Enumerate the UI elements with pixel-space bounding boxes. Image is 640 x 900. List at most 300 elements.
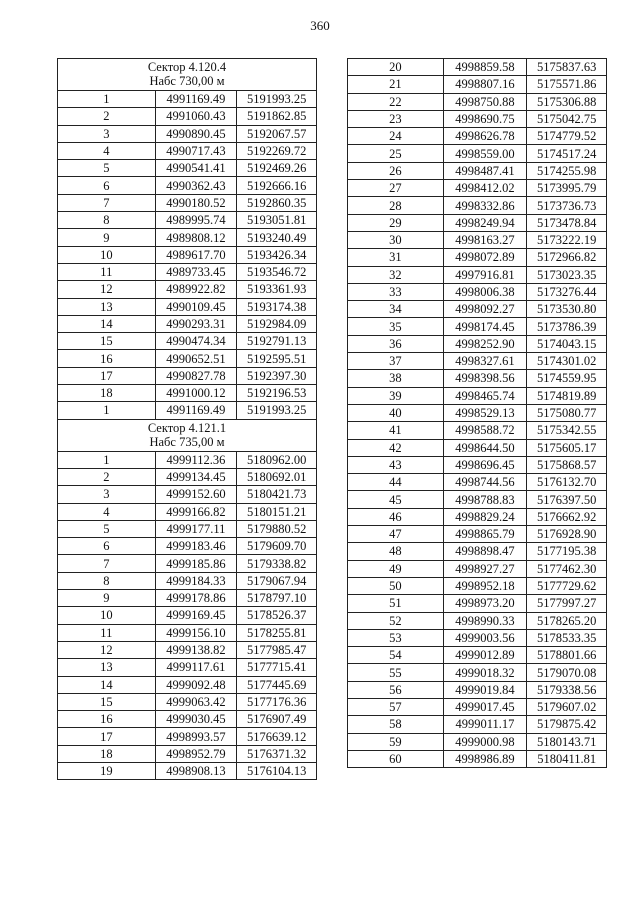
x-coordinate-cell: 4998327.61 bbox=[443, 353, 527, 370]
y-coordinate-cell: 5178265.20 bbox=[527, 612, 607, 629]
sector-header-row bbox=[58, 59, 317, 91]
x-coordinate-cell: 4998006.38 bbox=[443, 283, 527, 300]
table-row bbox=[348, 629, 607, 646]
point-number-cell: 32 bbox=[348, 266, 444, 283]
left-coordinates-table bbox=[57, 58, 317, 780]
point-number-cell: 59 bbox=[348, 733, 444, 750]
x-coordinate-cell: 4989733.45 bbox=[155, 263, 237, 280]
point-number-cell: 11 bbox=[58, 624, 156, 641]
table-row bbox=[348, 404, 607, 421]
table-row bbox=[58, 142, 317, 159]
point-number-cell: 15 bbox=[58, 333, 156, 350]
y-coordinate-cell: 5174517.24 bbox=[527, 145, 607, 162]
point-number-cell: 9 bbox=[58, 590, 156, 607]
point-number-cell: 31 bbox=[348, 249, 444, 266]
point-number-cell: 8 bbox=[58, 212, 156, 229]
point-number-cell: 4 bbox=[58, 142, 156, 159]
y-coordinate-cell: 5179070.08 bbox=[527, 664, 607, 681]
table-row bbox=[348, 266, 607, 283]
table-row bbox=[58, 246, 317, 263]
x-coordinate-cell: 4998807.16 bbox=[443, 76, 527, 93]
y-coordinate-cell: 5175605.17 bbox=[527, 439, 607, 456]
point-number-cell: 12 bbox=[58, 281, 156, 298]
right-coordinates-table bbox=[347, 58, 607, 768]
point-number-cell: 9 bbox=[58, 229, 156, 246]
point-number-cell: 13 bbox=[58, 659, 156, 676]
table-row bbox=[348, 474, 607, 491]
table-row bbox=[58, 125, 317, 142]
y-coordinate-cell: 5176662.92 bbox=[527, 508, 607, 525]
point-number-cell: 5 bbox=[58, 520, 156, 537]
x-coordinate-cell: 4990109.45 bbox=[155, 298, 237, 315]
table-row bbox=[348, 110, 607, 127]
x-coordinate-cell: 4989617.70 bbox=[155, 246, 237, 263]
table-row bbox=[58, 762, 317, 779]
y-coordinate-cell: 5180143.71 bbox=[527, 733, 607, 750]
point-number-cell: 1 bbox=[58, 402, 156, 419]
x-coordinate-cell: 4990890.45 bbox=[155, 125, 237, 142]
point-number-cell: 57 bbox=[348, 698, 444, 715]
x-coordinate-cell: 4991169.49 bbox=[155, 91, 237, 108]
y-coordinate-cell: 5193546.72 bbox=[237, 263, 317, 280]
point-number-cell: 34 bbox=[348, 301, 444, 318]
point-number-cell: 21 bbox=[348, 76, 444, 93]
table-row bbox=[58, 367, 317, 384]
point-number-cell: 60 bbox=[348, 750, 444, 767]
point-number-cell: 41 bbox=[348, 422, 444, 439]
x-coordinate-cell: 4999000.98 bbox=[443, 733, 527, 750]
x-coordinate-cell: 4998163.27 bbox=[443, 231, 527, 248]
table-row bbox=[58, 590, 317, 607]
point-number-cell: 3 bbox=[58, 125, 156, 142]
table-row bbox=[348, 595, 607, 612]
point-number-cell: 55 bbox=[348, 664, 444, 681]
y-coordinate-cell: 5179875.42 bbox=[527, 716, 607, 733]
table-row bbox=[58, 676, 317, 693]
table-row bbox=[58, 538, 317, 555]
x-coordinate-cell: 4999117.61 bbox=[155, 659, 237, 676]
y-coordinate-cell: 5173995.79 bbox=[527, 180, 607, 197]
x-coordinate-cell: 4998559.00 bbox=[443, 145, 527, 162]
x-coordinate-cell: 4990362.43 bbox=[155, 177, 237, 194]
y-coordinate-cell: 5177176.36 bbox=[237, 693, 317, 710]
table-row bbox=[348, 370, 607, 387]
point-number-cell: 26 bbox=[348, 162, 444, 179]
y-coordinate-cell: 5176928.90 bbox=[527, 526, 607, 543]
y-coordinate-cell: 5178255.81 bbox=[237, 624, 317, 641]
point-number-cell: 2 bbox=[58, 108, 156, 125]
point-number-cell: 52 bbox=[348, 612, 444, 629]
x-coordinate-cell: 4998952.79 bbox=[155, 745, 237, 762]
x-coordinate-cell: 4999184.33 bbox=[155, 572, 237, 589]
table-row bbox=[348, 543, 607, 560]
y-coordinate-cell: 5176132.70 bbox=[527, 474, 607, 491]
y-coordinate-cell: 5178533.35 bbox=[527, 629, 607, 646]
table-row bbox=[348, 301, 607, 318]
x-coordinate-cell: 4990541.41 bbox=[155, 160, 237, 177]
point-number-cell: 25 bbox=[348, 145, 444, 162]
table-row bbox=[58, 624, 317, 641]
x-coordinate-cell: 4998588.72 bbox=[443, 422, 527, 439]
x-coordinate-cell: 4998744.56 bbox=[443, 474, 527, 491]
sector-title: Сектор 4.120.4 bbox=[147, 60, 227, 74]
x-coordinate-cell: 4998174.45 bbox=[443, 318, 527, 335]
x-coordinate-cell: 4998750.88 bbox=[443, 93, 527, 110]
x-coordinate-cell: 4998529.13 bbox=[443, 404, 527, 421]
y-coordinate-cell: 5180692.01 bbox=[237, 468, 317, 485]
table-row bbox=[348, 197, 607, 214]
table-row bbox=[58, 350, 317, 367]
y-coordinate-cell: 5192666.16 bbox=[237, 177, 317, 194]
y-coordinate-cell: 5180421.73 bbox=[237, 486, 317, 503]
x-coordinate-cell: 4989995.74 bbox=[155, 212, 237, 229]
table-row bbox=[58, 486, 317, 503]
table-row bbox=[58, 108, 317, 125]
x-coordinate-cell: 4999138.82 bbox=[155, 641, 237, 658]
y-coordinate-cell: 5176907.49 bbox=[237, 711, 317, 728]
x-coordinate-cell: 4998859.58 bbox=[443, 59, 527, 76]
table-row bbox=[58, 745, 317, 762]
y-coordinate-cell: 5192860.35 bbox=[237, 194, 317, 211]
x-coordinate-cell: 4998696.45 bbox=[443, 456, 527, 473]
y-coordinate-cell: 5178797.10 bbox=[237, 590, 317, 607]
table-row bbox=[348, 249, 607, 266]
x-coordinate-cell: 4999178.86 bbox=[155, 590, 237, 607]
y-coordinate-cell: 5193051.81 bbox=[237, 212, 317, 229]
x-coordinate-cell: 4999017.45 bbox=[443, 698, 527, 715]
x-coordinate-cell: 4998412.02 bbox=[443, 180, 527, 197]
x-coordinate-cell: 4989922.82 bbox=[155, 281, 237, 298]
point-number-cell: 23 bbox=[348, 110, 444, 127]
table-row bbox=[348, 93, 607, 110]
table-row bbox=[348, 508, 607, 525]
x-coordinate-cell: 4998788.83 bbox=[443, 491, 527, 508]
table-row bbox=[58, 229, 317, 246]
x-coordinate-cell: 4997916.81 bbox=[443, 266, 527, 283]
table-row bbox=[58, 194, 317, 211]
y-coordinate-cell: 5177985.47 bbox=[237, 641, 317, 658]
table-row bbox=[58, 160, 317, 177]
point-number-cell: 24 bbox=[348, 128, 444, 145]
y-coordinate-cell: 5173530.80 bbox=[527, 301, 607, 318]
point-number-cell: 10 bbox=[58, 607, 156, 624]
table-row bbox=[348, 162, 607, 179]
x-coordinate-cell: 4998690.75 bbox=[443, 110, 527, 127]
x-coordinate-cell: 4999169.45 bbox=[155, 607, 237, 624]
point-number-cell: 53 bbox=[348, 629, 444, 646]
x-coordinate-cell: 4999156.10 bbox=[155, 624, 237, 641]
y-coordinate-cell: 5179609.70 bbox=[237, 538, 317, 555]
sector-header bbox=[58, 419, 317, 451]
point-number-cell: 4 bbox=[58, 503, 156, 520]
x-coordinate-cell: 4999177.11 bbox=[155, 520, 237, 537]
point-number-cell: 18 bbox=[58, 385, 156, 402]
table-row bbox=[348, 526, 607, 543]
point-number-cell: 45 bbox=[348, 491, 444, 508]
x-coordinate-cell: 4998908.13 bbox=[155, 762, 237, 779]
y-coordinate-cell: 5191993.25 bbox=[237, 91, 317, 108]
point-number-cell: 46 bbox=[348, 508, 444, 525]
y-coordinate-cell: 5192067.57 bbox=[237, 125, 317, 142]
point-number-cell: 48 bbox=[348, 543, 444, 560]
point-number-cell: 19 bbox=[58, 762, 156, 779]
table-row bbox=[348, 180, 607, 197]
x-coordinate-cell: 4990652.51 bbox=[155, 350, 237, 367]
x-coordinate-cell: 4990474.34 bbox=[155, 333, 237, 350]
table-row bbox=[348, 335, 607, 352]
point-number-cell: 14 bbox=[58, 676, 156, 693]
y-coordinate-cell: 5178801.66 bbox=[527, 647, 607, 664]
point-number-cell: 7 bbox=[58, 555, 156, 572]
point-number-cell: 36 bbox=[348, 335, 444, 352]
y-coordinate-cell: 5192397.30 bbox=[237, 367, 317, 384]
x-coordinate-cell: 4990180.52 bbox=[155, 194, 237, 211]
y-coordinate-cell: 5179067.94 bbox=[237, 572, 317, 589]
point-number-cell: 56 bbox=[348, 681, 444, 698]
table-row bbox=[58, 177, 317, 194]
sector-elevation: Набс 735,00 м bbox=[149, 434, 225, 449]
y-coordinate-cell: 5191862.85 bbox=[237, 108, 317, 125]
x-coordinate-cell: 4999012.89 bbox=[443, 647, 527, 664]
x-coordinate-cell: 4998865.79 bbox=[443, 526, 527, 543]
point-number-cell: 43 bbox=[348, 456, 444, 473]
table-row bbox=[348, 716, 607, 733]
y-coordinate-cell: 5177997.27 bbox=[527, 595, 607, 612]
table-row bbox=[58, 451, 317, 468]
table-row bbox=[348, 681, 607, 698]
sector-header bbox=[58, 59, 317, 91]
y-coordinate-cell: 5173276.44 bbox=[527, 283, 607, 300]
page-number: 360 bbox=[310, 18, 330, 33]
point-number-cell: 7 bbox=[58, 194, 156, 211]
x-coordinate-cell: 4999018.32 bbox=[443, 664, 527, 681]
point-number-cell: 10 bbox=[58, 246, 156, 263]
point-number-cell: 40 bbox=[348, 404, 444, 421]
point-number-cell: 8 bbox=[58, 572, 156, 589]
x-coordinate-cell: 4998973.20 bbox=[443, 595, 527, 612]
y-coordinate-cell: 5175306.88 bbox=[527, 93, 607, 110]
y-coordinate-cell: 5179338.56 bbox=[527, 681, 607, 698]
table-row bbox=[348, 353, 607, 370]
table-row bbox=[58, 503, 317, 520]
table-row bbox=[58, 728, 317, 745]
y-coordinate-cell: 5177445.69 bbox=[237, 676, 317, 693]
point-number-cell: 13 bbox=[58, 298, 156, 315]
table-row bbox=[58, 607, 317, 624]
x-coordinate-cell: 4999092.48 bbox=[155, 676, 237, 693]
table-row bbox=[58, 263, 317, 280]
y-coordinate-cell: 5192469.26 bbox=[237, 160, 317, 177]
y-coordinate-cell: 5173736.73 bbox=[527, 197, 607, 214]
table-row bbox=[58, 520, 317, 537]
point-number-cell: 17 bbox=[58, 367, 156, 384]
y-coordinate-cell: 5192984.09 bbox=[237, 315, 317, 332]
point-number-cell: 11 bbox=[58, 263, 156, 280]
y-coordinate-cell: 5193361.93 bbox=[237, 281, 317, 298]
table-row bbox=[58, 281, 317, 298]
x-coordinate-cell: 4991169.49 bbox=[155, 402, 237, 419]
y-coordinate-cell: 5178526.37 bbox=[237, 607, 317, 624]
x-coordinate-cell: 4990717.43 bbox=[155, 142, 237, 159]
y-coordinate-cell: 5174043.15 bbox=[527, 335, 607, 352]
x-coordinate-cell: 4998398.56 bbox=[443, 370, 527, 387]
point-number-cell: 16 bbox=[58, 350, 156, 367]
point-number-cell: 15 bbox=[58, 693, 156, 710]
y-coordinate-cell: 5174819.89 bbox=[527, 387, 607, 404]
y-coordinate-cell: 5177195.38 bbox=[527, 543, 607, 560]
table-row bbox=[58, 693, 317, 710]
y-coordinate-cell: 5193240.49 bbox=[237, 229, 317, 246]
y-coordinate-cell: 5180411.81 bbox=[527, 750, 607, 767]
y-coordinate-cell: 5173023.35 bbox=[527, 266, 607, 283]
table-row bbox=[58, 402, 317, 419]
x-coordinate-cell: 4998898.47 bbox=[443, 543, 527, 560]
x-coordinate-cell: 4998927.27 bbox=[443, 560, 527, 577]
point-number-cell: 35 bbox=[348, 318, 444, 335]
y-coordinate-cell: 5173478.84 bbox=[527, 214, 607, 231]
y-coordinate-cell: 5174559.95 bbox=[527, 370, 607, 387]
x-coordinate-cell: 4990293.31 bbox=[155, 315, 237, 332]
y-coordinate-cell: 5177462.30 bbox=[527, 560, 607, 577]
table-row bbox=[58, 468, 317, 485]
x-coordinate-cell: 4999185.86 bbox=[155, 555, 237, 572]
y-coordinate-cell: 5172966.82 bbox=[527, 249, 607, 266]
y-coordinate-cell: 5177729.62 bbox=[527, 577, 607, 594]
table-row bbox=[348, 422, 607, 439]
point-number-cell: 17 bbox=[58, 728, 156, 745]
y-coordinate-cell: 5175837.63 bbox=[527, 59, 607, 76]
x-coordinate-cell: 4998986.89 bbox=[443, 750, 527, 767]
x-coordinate-cell: 4998252.90 bbox=[443, 335, 527, 352]
point-number-cell: 58 bbox=[348, 716, 444, 733]
point-number-cell: 51 bbox=[348, 595, 444, 612]
y-coordinate-cell: 5179338.82 bbox=[237, 555, 317, 572]
point-number-cell: 50 bbox=[348, 577, 444, 594]
point-number-cell: 16 bbox=[58, 711, 156, 728]
point-number-cell: 1 bbox=[58, 451, 156, 468]
y-coordinate-cell: 5192269.72 bbox=[237, 142, 317, 159]
point-number-cell: 6 bbox=[58, 177, 156, 194]
table-row bbox=[348, 733, 607, 750]
x-coordinate-cell: 4998465.74 bbox=[443, 387, 527, 404]
table-row bbox=[348, 698, 607, 715]
table-row bbox=[58, 659, 317, 676]
table-row bbox=[58, 641, 317, 658]
point-number-cell: 42 bbox=[348, 439, 444, 456]
point-number-cell: 28 bbox=[348, 197, 444, 214]
x-coordinate-cell: 4998644.50 bbox=[443, 439, 527, 456]
y-coordinate-cell: 5176397.50 bbox=[527, 491, 607, 508]
table-row bbox=[348, 577, 607, 594]
table-row bbox=[348, 128, 607, 145]
table-row bbox=[348, 560, 607, 577]
y-coordinate-cell: 5179880.52 bbox=[237, 520, 317, 537]
y-coordinate-cell: 5179607.02 bbox=[527, 698, 607, 715]
point-number-cell: 44 bbox=[348, 474, 444, 491]
table-row bbox=[348, 456, 607, 473]
point-number-cell: 33 bbox=[348, 283, 444, 300]
table-row bbox=[58, 711, 317, 728]
x-coordinate-cell: 4998626.78 bbox=[443, 128, 527, 145]
x-coordinate-cell: 4998990.33 bbox=[443, 612, 527, 629]
x-coordinate-cell: 4999019.84 bbox=[443, 681, 527, 698]
x-coordinate-cell: 4991060.43 bbox=[155, 108, 237, 125]
y-coordinate-cell: 5192595.51 bbox=[237, 350, 317, 367]
table-row bbox=[58, 385, 317, 402]
table-row bbox=[348, 491, 607, 508]
table-row bbox=[348, 612, 607, 629]
y-coordinate-cell: 5175868.57 bbox=[527, 456, 607, 473]
x-coordinate-cell: 4998072.89 bbox=[443, 249, 527, 266]
y-coordinate-cell: 5173222.19 bbox=[527, 231, 607, 248]
point-number-cell: 2 bbox=[58, 468, 156, 485]
table-row bbox=[58, 555, 317, 572]
point-number-cell: 38 bbox=[348, 370, 444, 387]
x-coordinate-cell: 4991000.12 bbox=[155, 385, 237, 402]
x-coordinate-cell: 4999134.45 bbox=[155, 468, 237, 485]
y-coordinate-cell: 5175342.55 bbox=[527, 422, 607, 439]
y-coordinate-cell: 5176371.32 bbox=[237, 745, 317, 762]
table-row bbox=[58, 212, 317, 229]
x-coordinate-cell: 4999011.17 bbox=[443, 716, 527, 733]
table-row bbox=[348, 145, 607, 162]
point-number-cell: 22 bbox=[348, 93, 444, 110]
table-row bbox=[348, 283, 607, 300]
sector-elevation: Набс 730,00 м bbox=[149, 74, 225, 88]
y-coordinate-cell: 5173786.39 bbox=[527, 318, 607, 335]
x-coordinate-cell: 4999166.82 bbox=[155, 503, 237, 520]
x-coordinate-cell: 4998487.41 bbox=[443, 162, 527, 179]
y-coordinate-cell: 5175080.77 bbox=[527, 404, 607, 421]
x-coordinate-cell: 4998092.27 bbox=[443, 301, 527, 318]
x-coordinate-cell: 4999063.42 bbox=[155, 693, 237, 710]
y-coordinate-cell: 5191993.25 bbox=[237, 402, 317, 419]
x-coordinate-cell: 4999183.46 bbox=[155, 538, 237, 555]
y-coordinate-cell: 5193426.34 bbox=[237, 246, 317, 263]
table-row bbox=[58, 333, 317, 350]
point-number-cell: 5 bbox=[58, 160, 156, 177]
table-row bbox=[58, 298, 317, 315]
point-number-cell: 54 bbox=[348, 647, 444, 664]
point-number-cell: 39 bbox=[348, 387, 444, 404]
point-number-cell: 12 bbox=[58, 641, 156, 658]
table-row bbox=[58, 572, 317, 589]
y-coordinate-cell: 5192196.53 bbox=[237, 385, 317, 402]
point-number-cell: 1 bbox=[58, 91, 156, 108]
y-coordinate-cell: 5175042.75 bbox=[527, 110, 607, 127]
x-coordinate-cell: 4999030.45 bbox=[155, 711, 237, 728]
y-coordinate-cell: 5175571.86 bbox=[527, 76, 607, 93]
x-coordinate-cell: 4989808.12 bbox=[155, 229, 237, 246]
x-coordinate-cell: 4998249.94 bbox=[443, 214, 527, 231]
point-number-cell: 49 bbox=[348, 560, 444, 577]
table-row bbox=[348, 439, 607, 456]
x-coordinate-cell: 4998952.18 bbox=[443, 577, 527, 594]
x-coordinate-cell: 4998829.24 bbox=[443, 508, 527, 525]
y-coordinate-cell: 5176639.12 bbox=[237, 728, 317, 745]
x-coordinate-cell: 4998332.86 bbox=[443, 197, 527, 214]
x-coordinate-cell: 4998993.57 bbox=[155, 728, 237, 745]
table-row bbox=[348, 76, 607, 93]
y-coordinate-cell: 5180962.00 bbox=[237, 451, 317, 468]
sector-header-row bbox=[58, 419, 317, 451]
point-number-cell: 27 bbox=[348, 180, 444, 197]
point-number-cell: 14 bbox=[58, 315, 156, 332]
y-coordinate-cell: 5174779.52 bbox=[527, 128, 607, 145]
y-coordinate-cell: 5192791.13 bbox=[237, 333, 317, 350]
sector-title: Сектор 4.121.1 bbox=[147, 420, 227, 435]
table-row bbox=[58, 315, 317, 332]
